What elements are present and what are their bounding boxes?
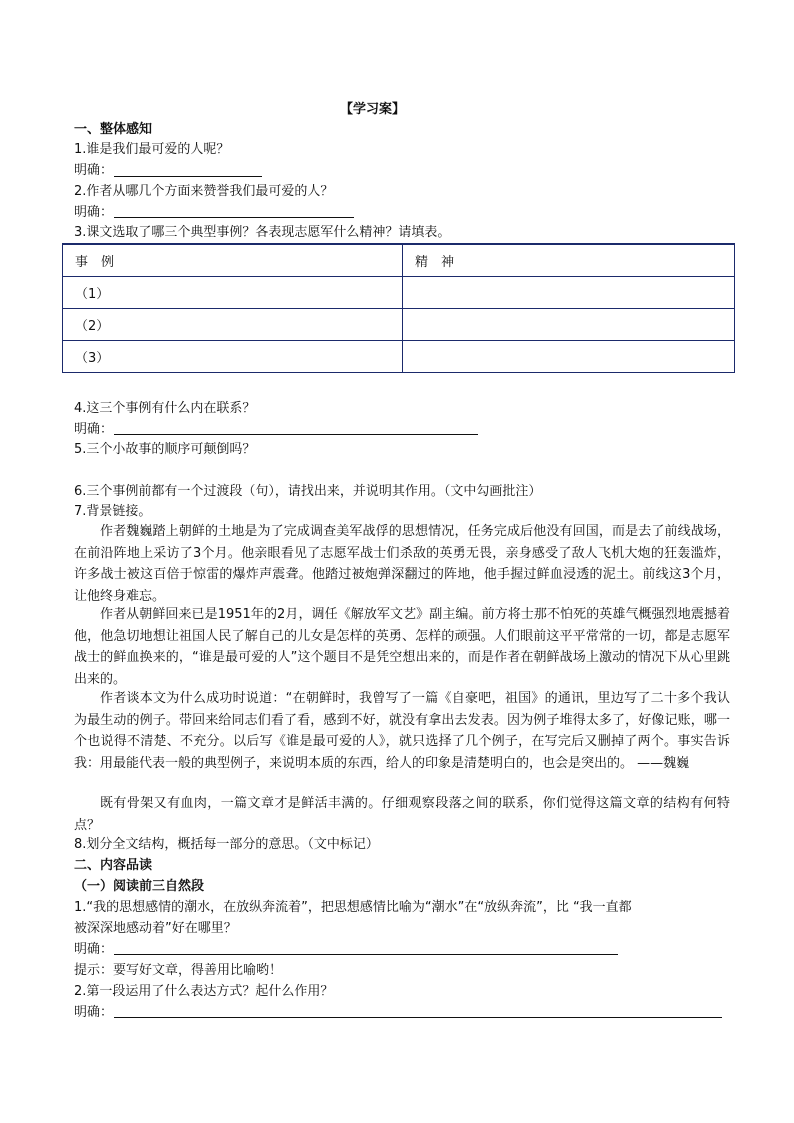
section2-question-2: 2.第一段运用了什么表达方式？起什么作用？ <box>74 984 334 999</box>
background-paragraph-3: 作者谈本文为什么成功时说道：“在朝鲜时，我曾写了一篇《自豪吧，祖国》的通讯，里边写了二十多个我认为最生动的例子。带回来给同志们看了看，感到不好，就没有拿出去发表。因为例子堆得太多了，好像记账，哪一个也说得不清楚、不充分。以后写《谁是最可爱的人》，就只选择了几个例子，在写完后又删掉了两个。事实告诉我：用最能代表一般的典型例子，来说明本质的东西，给人的印象是清楚明白的，也会是突出的。 ——魏巍 <box>74 691 730 771</box>
table-header-row <box>63 244 735 277</box>
subsection-1-title: （一）阅读前三自然段 <box>74 879 205 894</box>
answer-label-4: 明确： <box>74 422 114 437</box>
hint-text: 提示：要写好文章，得善用比喻哟！ <box>74 963 283 978</box>
examples-table <box>62 243 735 373</box>
section2-answer-line-2[interactable] <box>114 1017 722 1018</box>
background-paragraph-1: 作者魏巍踏上朝鲜的土地是为了完成调查美军战俘的思想情况，任务完成后他没有回国，而是去了前线战场，在前沿阵地上采访了3个月。他亲眼看见了志愿军战士们杀敌的英勇无畏，亲身感受了敌人飞机大炮的狂轰滥炸，许多战士被这百倍于惊雷的爆炸声震聋。他踏过被炮弹深翻过的阵地，他手握过鲜血浸透的泥土。前线这3个月，让他终身难忘。 <box>74 524 730 604</box>
question-1: 1.谁是我们最可爱的人呢？ <box>74 142 230 157</box>
table-cell-spirit[interactable] <box>403 341 735 373</box>
table-header-examples: 事 例 <box>63 244 403 277</box>
answer-line-1[interactable] <box>114 176 262 177</box>
question-4: 4.这三个事例有什么内在联系？ <box>74 401 256 416</box>
page-header: 【学习案】 <box>340 102 406 117</box>
answer-line-2[interactable] <box>114 217 354 218</box>
table-row <box>63 309 735 341</box>
section2-answer-line-1[interactable] <box>114 954 618 955</box>
section2-answer-label-2: 明确： <box>74 1005 114 1020</box>
answer-label-1: 明确： <box>74 163 114 178</box>
table-cell-spirit[interactable] <box>403 309 735 341</box>
question-6: 6.三个事例前都有一个过渡段（句），请找出来，并说明其作用。（文中勾画批注） <box>74 484 542 499</box>
background-paragraph-2: 作者从朝鲜回来已是1951年的2月，调任《解放军文艺》副主编。前方将士那不怕死的英雄气概强烈地震撼着他，他急切地想让祖国人民了解自己的儿女是怎样的英勇、怎样的顽强。人们眼前这平平常常的一切，都是志愿军战士的鲜血换来的，“谁是最可爱的人”这个题目不是凭空想出来的，而是作者在朝鲜战场上激动的情况下从心里跳出来的。 <box>74 607 730 687</box>
section-2-title: 二、内容品读 <box>74 858 153 873</box>
table-cell-example[interactable]: （3） <box>63 341 403 373</box>
question-7: 7.背景链接。 <box>74 504 152 519</box>
question-3: 3.课文选取了哪三个典型事例？各表现志愿军什么精神？请填表。 <box>74 225 451 240</box>
section2-question-1-line1: 1.“我的思想感情的潮水，在放纵奔流着”，把思想感情比喻为“潮水”在“放纵奔流”，比 “我一直都 <box>74 900 632 915</box>
question-5: 5.三个小故事的顺序可颠倒吗？ <box>74 442 256 457</box>
table-cell-example[interactable]: （1） <box>63 277 403 309</box>
answer-label-2: 明确： <box>74 205 114 220</box>
section-1-title: 一、整体感知 <box>74 122 153 137</box>
section2-question-1-line2: 被深深地感动着”好在哪里？ <box>74 921 237 936</box>
question-2: 2.作者从哪几个方面来赞誉我们最可爱的人？ <box>74 184 334 199</box>
table-cell-spirit[interactable] <box>403 277 735 309</box>
section2-answer-label-1: 明确： <box>74 942 114 957</box>
answer-line-4[interactable] <box>114 434 478 435</box>
table-row <box>63 277 735 309</box>
table-row <box>63 341 735 373</box>
question-8: 8.划分全文结构，概括每一部分的意思。（文中标记） <box>74 837 379 852</box>
background-paragraph-4: 既有骨架又有血肉，一篇文章才是鲜活丰满的。仔细观察段落之间的联系，你们觉得这篇文章的结构有何特点？ <box>74 796 730 833</box>
table-header-spirit: 精 神 <box>403 244 735 277</box>
table-cell-example[interactable]: （2） <box>63 309 403 341</box>
